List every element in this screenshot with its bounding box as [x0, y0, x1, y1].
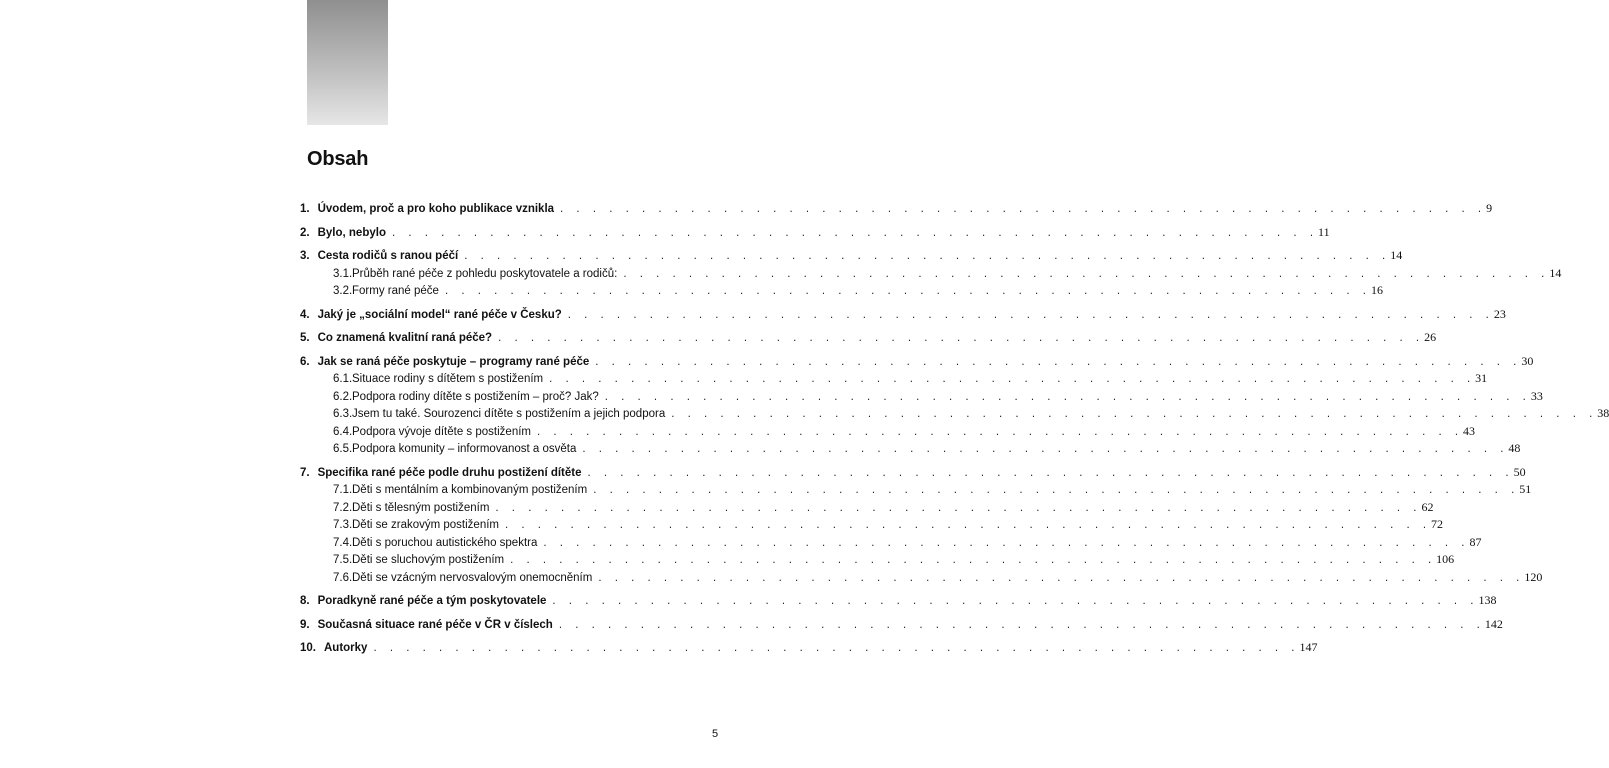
toc-subsection-row[interactable]: [300, 388, 1543, 406]
toc-entry-title: Co znamená kvalitní raná péče?: [317, 332, 493, 344]
toc-chapter-row[interactable]: [300, 224, 1330, 242]
toc-entry-number: 2.: [300, 226, 310, 239]
dot-leader: . . . . . . . . . . . . . . . . . . . . . . . . . . . . . . . . . . . . . . . . . . . . . . . . . . . . . . . . .: [587, 466, 1514, 479]
dot-leader: . . . . . . . . . . . . . . . . . . . . . . . . . . . . . . . . . . . . . . . . . . . . . . . . . . . . . . . . .: [495, 501, 1422, 514]
toc-page-number: 11: [1318, 224, 1330, 239]
toc-page-number: 147: [1299, 640, 1318, 654]
toc-entry-title: Formy rané péče: [352, 285, 439, 297]
dot-leader: . . . . . . . . . . . . . . . . . . . . . . . . . . . . . . . . . . . . . . . . . . . . . . . . . . . . . . . . .: [560, 203, 1487, 215]
toc-entry-title: Podpora rodiny dítěte s postižením – proč? Jak?: [352, 390, 599, 403]
dot-leader: . . . . . . . . . . . . . . . . . . . . . . . . . . . . . . . . . . . . . . . . . . . . . . . . . . . . . . . . .: [671, 408, 1598, 420]
dot-leader: . . . . . . . . . . . . . . . . . . . . . . . . . . . . . . . . . . . . . . . . . . . . . . . . . . . . . . . . .: [598, 571, 1525, 584]
toc-entry-title: Bylo, nebylo: [317, 226, 386, 239]
toc-entry-title: Autorky: [324, 642, 368, 654]
toc-page-number: 87: [1469, 534, 1482, 549]
toc-entry-title: Průběh rané péče z pohledu poskytovatele a rodičů:: [352, 267, 618, 280]
toc-entry-number: 6.1.: [333, 373, 353, 385]
toc-entry-title: Specifika rané péče podle druhu postižení dítěte: [317, 466, 582, 479]
toc-subsection-row[interactable]: [300, 423, 1476, 441]
toc-entry-title: Současná situace rané péče v ČR v číslech: [317, 618, 553, 631]
dot-leader: . . . . . . . . . . . . . . . . . . . . . . . . . . . . . . . . . . . . . . . . . . . . . . . . . . . . . . . . .: [582, 443, 1509, 455]
toc-page-number: 43: [1463, 423, 1476, 438]
toc-page-number: 120: [1524, 569, 1543, 584]
toc-page-number: 16: [1370, 283, 1383, 297]
toc-entry-title: Podpora vývoje dítěte s postižením: [352, 425, 531, 438]
toc-entry-title: Děti se sluchovým postižením: [352, 554, 505, 566]
toc-entry-title: Děti s tělesným postižením: [352, 501, 490, 514]
toc-entry-number: 3.2.: [333, 285, 353, 297]
dot-leader: . . . . . . . . . . . . . . . . . . . . . . . . . . . . . . . . . . . . . . . . . . . . . . . . . . . . . . . . .: [567, 308, 1494, 321]
toc-page-number: 14: [1549, 265, 1562, 280]
toc-chapter-row[interactable]: [300, 616, 1503, 634]
toc-page-number: 62: [1421, 499, 1434, 514]
toc-subsection-row[interactable]: [300, 534, 1482, 552]
toc-entry-title: Děti s mentálním a kombinovaným postižením: [352, 484, 588, 496]
toc-page-number: 138: [1478, 593, 1497, 607]
toc-entry-number: 1.: [300, 203, 310, 215]
toc-page-number: 31: [1475, 371, 1488, 385]
dot-leader: . . . . . . . . . . . . . . . . . . . . . . . . . . . . . . . . . . . . . . . . . . . . . . . . . . . . . . . . .: [595, 355, 1522, 368]
toc-chapter-row[interactable]: [300, 353, 1534, 371]
toc-entry-number: 6.2.: [333, 390, 353, 403]
toc-entry-number: 5.: [300, 332, 310, 344]
dot-leader: . . . . . . . . . . . . . . . . . . . . . . . . . . . . . . . . . . . . . . . . . . . . . . . . . . . . . . . . .: [391, 226, 1319, 239]
toc-page-number: 38: [1597, 406, 1609, 420]
toc-entry-title: Jsem tu také. Sourozenci dítěte s postižením a jejich podpora: [352, 408, 666, 420]
dot-leader: . . . . . . . . . . . . . . . . . . . . . . . . . . . . . . . . . . . . . . . . . . . . . . . . . . . . . . . . .: [510, 554, 1437, 566]
toc-entry-title: Jak se raná péče poskytuje – programy rané péče: [317, 355, 590, 368]
toc-entry-title: Děti se vzácným nervosvalovým onemocněním: [352, 571, 593, 584]
toc-page-number: 9: [1486, 201, 1493, 215]
toc-page-number: 50: [1513, 464, 1526, 479]
dot-leader: . . . . . . . . . . . . . . . . . . . . . . . . . . . . . . . . . . . . . . . . . . . . . . . . . . . . . . . . .: [543, 536, 1470, 549]
toc-page-number: 72: [1431, 517, 1444, 531]
toc-entry-number: 7.1.: [333, 484, 353, 496]
dot-leader: . . . . . . . . . . . . . . . . . . . . . . . . . . . . . . . . . . . . . . . . . . . . . . . . . . . . . . . . .: [444, 285, 1371, 297]
toc-chapter-row[interactable]: [300, 200, 1493, 218]
toc-entry-title: Jaký je „sociální model“ rané péče v Česku?: [317, 308, 562, 321]
toc-chapter-row[interactable]: [300, 247, 1403, 265]
toc-subsection-row[interactable]: [300, 405, 1609, 423]
toc-subsection-row[interactable]: [300, 499, 1434, 517]
toc-subsection-row[interactable]: [300, 265, 1562, 283]
toc-entry-number: 7.2.: [333, 501, 353, 514]
toc-entry-title: Cesta rodičů s ranou péčí: [317, 250, 459, 262]
header-gray-block: [307, 0, 388, 125]
dot-leader: . . . . . . . . . . . . . . . . . . . . . . . . . . . . . . . . . . . . . . . . . . . . . . . . . . . . . . . . .: [373, 642, 1300, 654]
toc-subsection-row[interactable]: [300, 516, 1444, 534]
toc-entry-number: 7.: [300, 466, 310, 479]
dot-leader: . . . . . . . . . . . . . . . . . . . . . . . . . . . . . . . . . . . . . . . . . . . . . . . . . . . . . . . . .: [498, 332, 1425, 344]
toc-page-number: 51: [1519, 482, 1532, 496]
toc-subsection-row[interactable]: [300, 282, 1383, 300]
toc-entry-number: 6.5.: [333, 443, 353, 455]
dot-leader: . . . . . . . . . . . . . . . . . . . . . . . . . . . . . . . . . . . . . . . . . . . . . . . . . . . . . . . . .: [593, 484, 1520, 496]
dot-leader: . . . . . . . . . . . . . . . . . . . . . . . . . . . . . . . . . . . . . . . . . . . . . . . . . . . . . . . . .: [549, 373, 1476, 385]
toc-subsection-row[interactable]: [300, 569, 1543, 587]
toc-page-number: 30: [1521, 353, 1534, 368]
toc-page-number: 26: [1424, 330, 1437, 344]
toc-chapter-row[interactable]: [300, 329, 1437, 347]
page-title: Obsah: [307, 148, 369, 170]
toc-entry-number: 7.6.: [333, 571, 353, 584]
toc-entry-number: 9.: [300, 618, 310, 631]
dot-leader: . . . . . . . . . . . . . . . . . . . . . . . . . . . . . . . . . . . . . . . . . . . . . . . . . . . . . . . . .: [464, 250, 1391, 262]
toc-chapter-row[interactable]: [300, 639, 1318, 657]
dot-leader: . . . . . . . . . . . . . . . . . . . . . . . . . . . . . . . . . . . . . . . . . . . . . . . . . . . . . . . . .: [623, 267, 1550, 280]
dot-leader: . . . . . . . . . . . . . . . . . . . . . . . . . . . . . . . . . . . . . . . . . . . . . . . . . . . . . . . . .: [558, 618, 1485, 631]
table-of-contents: [300, 200, 1609, 657]
toc-chapter-row[interactable]: [300, 592, 1497, 610]
toc-entry-title: Děti se zrakovým postižením: [352, 519, 499, 531]
toc-subsection-row[interactable]: [300, 440, 1521, 458]
toc-entry-number: 7.5.: [333, 554, 353, 566]
toc-subsection-row[interactable]: [300, 481, 1532, 499]
toc-entry-title: Děti s poruchou autistického spektra: [352, 536, 538, 549]
toc-entry-number: 7.3.: [333, 519, 353, 531]
toc-page-number: 14: [1390, 248, 1403, 262]
dot-leader: . . . . . . . . . . . . . . . . . . . . . . . . . . . . . . . . . . . . . . . . . . . . . . . . . . . . . . . . .: [505, 519, 1432, 531]
page-number: 5: [712, 728, 719, 740]
toc-entry-number: 6.: [300, 355, 310, 368]
toc-entry-title: Úvodem, proč a pro koho publikace vznikla: [317, 203, 555, 215]
toc-subsection-row[interactable]: [300, 551, 1455, 569]
toc-page-number: 106: [1436, 552, 1455, 566]
toc-page-number: 33: [1530, 388, 1543, 403]
toc-page-number: 142: [1484, 616, 1503, 631]
toc-chapter-row[interactable]: [300, 464, 1526, 482]
toc-entry-number: 8.: [300, 595, 310, 607]
toc-entry-number: 3.1.: [333, 267, 353, 280]
toc-entry-title: Poradkyně rané péče a tým poskytovatele: [317, 595, 547, 607]
dot-leader: . . . . . . . . . . . . . . . . . . . . . . . . . . . . . . . . . . . . . . . . . . . . . . . . . . . . . . . . .: [604, 390, 1531, 403]
dot-leader: . . . . . . . . . . . . . . . . . . . . . . . . . . . . . . . . . . . . . . . . . . . . . . . . . . . . . . . . .: [552, 595, 1479, 607]
dot-leader: . . . . . . . . . . . . . . . . . . . . . . . . . . . . . . . . . . . . . . . . . . . . . . . . . . . . . . . . .: [537, 425, 1464, 438]
toc-entry-number: 4.: [300, 308, 310, 321]
toc-entry-title: Situace rodiny s dítětem s postižením: [352, 373, 544, 385]
toc-entry-title: Podpora komunity – informovanost a osvěta: [352, 443, 577, 455]
toc-page-number: 48: [1508, 441, 1521, 455]
toc-subsection-row[interactable]: [300, 370, 1488, 388]
toc-entry-number: 10.: [300, 642, 316, 654]
toc-entry-number: 3.: [300, 250, 310, 262]
toc-entry-number: 6.4.: [333, 425, 353, 438]
toc-entry-number: 7.4.: [333, 536, 353, 549]
toc-chapter-row[interactable]: [300, 306, 1506, 324]
toc-page-number: 23: [1493, 306, 1506, 321]
toc-entry-number: 6.3.: [333, 408, 353, 420]
